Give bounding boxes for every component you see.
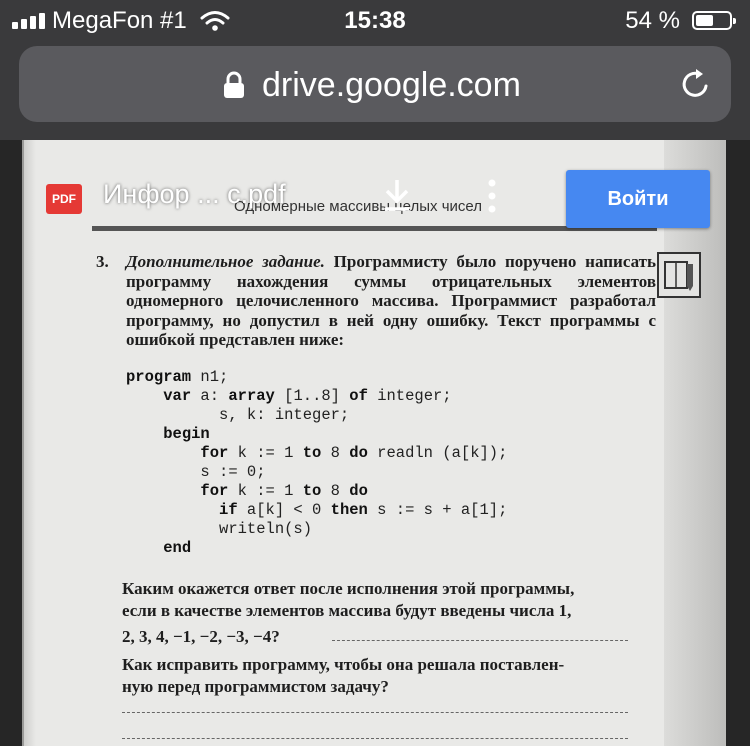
- viewer-toolbar: [0, 170, 750, 240]
- code-line: [126, 406, 507, 425]
- code-text: integer;: [367, 387, 452, 405]
- code-line: [126, 520, 507, 539]
- code-text: writeln(s): [219, 520, 313, 538]
- sign-in-button[interactable]: Войти: [566, 170, 710, 228]
- chapter-header: Одномерные массивы целых чисел: [234, 198, 482, 215]
- code-text: k := 1: [228, 444, 303, 462]
- address-bar[interactable]: [19, 46, 731, 122]
- code-keyword: for: [200, 444, 229, 462]
- code-keyword: for: [200, 482, 229, 500]
- code-text: readln (a[k]);: [367, 444, 508, 462]
- code-keyword: do: [349, 444, 368, 462]
- question-1-line-2: если в качестве элементов массива будут введены числа 1,: [122, 601, 572, 620]
- pdf-viewer[interactable]: [0, 140, 750, 746]
- task-body: Программисту было поручено написать программу нахождения суммы отрицательных элементов одномерного целочисленного массива. Программист разработал программу, но допустил в ней одну ошибку. Текст программы с ошибкой представлен ниже:: [126, 252, 656, 349]
- code-line: [126, 501, 507, 520]
- battery-icon: [692, 11, 732, 30]
- code-keyword: begin: [163, 425, 210, 443]
- question-2-line-1: Как исправить программу, чтобы она решала поставлен-: [122, 655, 565, 674]
- code-text: s := s + a[1];: [367, 501, 508, 519]
- answer-line-3: [122, 738, 628, 739]
- task-description: [126, 252, 656, 350]
- file-name: Инфор ... с.pdf: [103, 179, 286, 209]
- question-1-line-1: Каким окажется ответ после исполнения этой программы,: [122, 579, 575, 598]
- code-keyword: end: [163, 539, 192, 557]
- code-keyword: program: [126, 368, 192, 386]
- carrier-name: MegaFon #1: [52, 7, 187, 34]
- code-keyword: to: [302, 482, 322, 500]
- code-text: s, k: integer;: [219, 406, 350, 424]
- code-line: [126, 368, 507, 387]
- download-icon[interactable]: [382, 178, 412, 219]
- program-listing: [126, 368, 507, 558]
- code-line: [126, 387, 507, 406]
- task-number: 3.: [96, 252, 109, 271]
- code-text: 8: [321, 482, 350, 500]
- pdf-file-icon: PDF: [46, 184, 82, 214]
- answer-line-1: [332, 640, 628, 641]
- code-text: n1;: [191, 368, 229, 386]
- code-line: [126, 425, 507, 444]
- clock: 15:38: [344, 7, 406, 34]
- status-bar: [0, 0, 750, 42]
- notebook-pencil-icon: [657, 252, 701, 298]
- reload-icon[interactable]: [679, 66, 713, 107]
- code-text: 8: [321, 444, 350, 462]
- code-line: [126, 444, 507, 463]
- code-keyword: var: [163, 387, 192, 405]
- code-text: [1..8]: [274, 387, 350, 405]
- battery-level-fill: [696, 15, 713, 26]
- battery-percent: 54 %: [625, 7, 680, 34]
- code-keyword: then: [330, 501, 368, 519]
- question-block: [122, 578, 658, 698]
- answer-line-2: [122, 712, 628, 713]
- code-keyword: array: [228, 387, 275, 405]
- browser-toolbar: [0, 42, 750, 140]
- code-line: [126, 463, 507, 482]
- code-line: [126, 539, 507, 558]
- question-1-line-3: 2, 3, 4, −1, −2, −3, −4?: [122, 627, 280, 646]
- task-intro: Дополнительное задание.: [126, 252, 325, 271]
- code-keyword: if: [219, 501, 238, 519]
- task-block: [96, 252, 656, 350]
- lock-icon: [223, 71, 245, 104]
- code-line: [126, 482, 507, 501]
- url-text[interactable]: drive.google.com: [262, 66, 521, 104]
- code-keyword: do: [349, 482, 368, 500]
- code-text: k := 1: [228, 482, 303, 500]
- code-text: s := 0;: [200, 463, 266, 481]
- more-options-icon[interactable]: [484, 178, 500, 219]
- code-keyword: to: [302, 444, 322, 462]
- code-keyword: of: [349, 387, 368, 405]
- code-text: a:: [191, 387, 229, 405]
- question-2-line-2: ную перед программистом задачу?: [122, 677, 389, 696]
- code-text: a[k] < 0: [237, 501, 331, 519]
